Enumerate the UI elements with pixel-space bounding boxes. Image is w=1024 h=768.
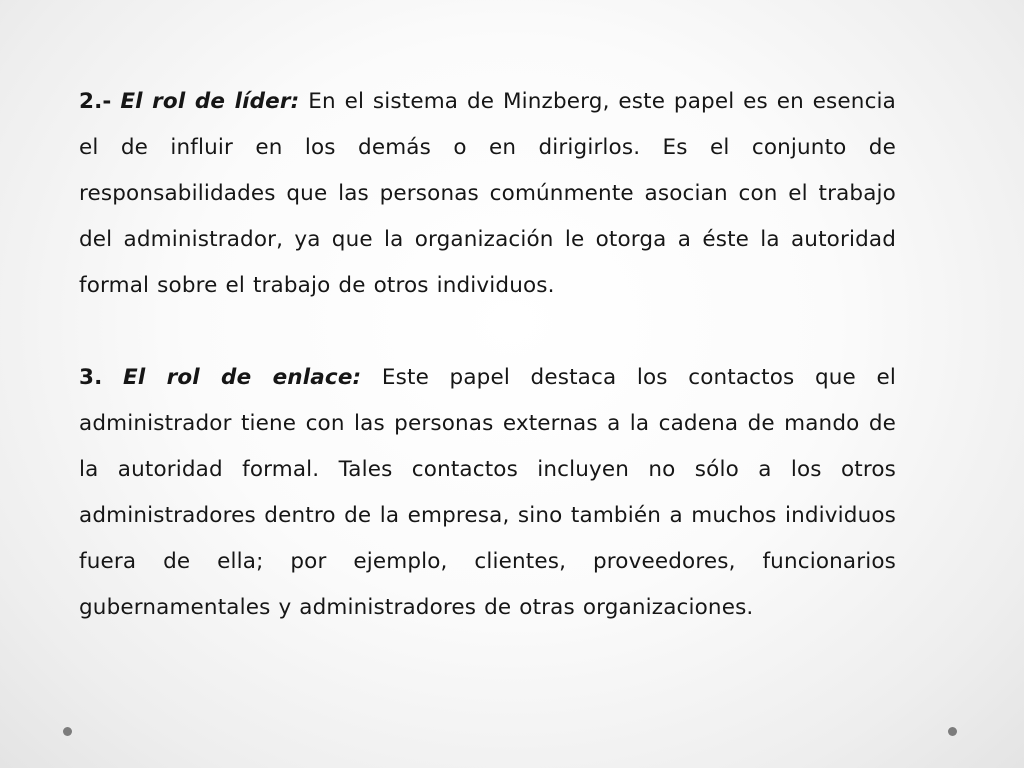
paragraph-leader-role <box>79 79 896 309</box>
decorative-dot-left <box>63 727 72 736</box>
paragraph-title: El rol de enlace: <box>123 365 362 390</box>
paragraph-title: El rol de líder: <box>120 89 300 114</box>
paragraph-text: En el sistema de Minzberg, este papel es en esencia el de influir en los demás o en dirigirlos. Es el conjunto de responsabilidades que las personas comúnmente asocian con el trabajo del administrador, ya que la organización le otorga a éste la autoridad formal sobre el trabajo de otros individuos. <box>79 89 896 298</box>
decorative-dot-right <box>948 727 957 736</box>
paragraph-number: 2.- <box>79 89 112 114</box>
paragraph-number: 3. <box>79 365 103 390</box>
paragraph-text: Este papel destaca los contactos que el administrador tiene con las personas externas a la cadena de mando de la autoridad formal. Tales contactos incluyen no sólo a los otros administradores dentro de la empresa, sino también a muchos individuos fuera de ella; por ejemplo, clientes, proveedores, funcionarios gubernamentales y administradores de otras organizaciones. <box>79 365 897 620</box>
paragraph-liaison-role <box>79 355 896 631</box>
slide-body <box>79 79 896 631</box>
